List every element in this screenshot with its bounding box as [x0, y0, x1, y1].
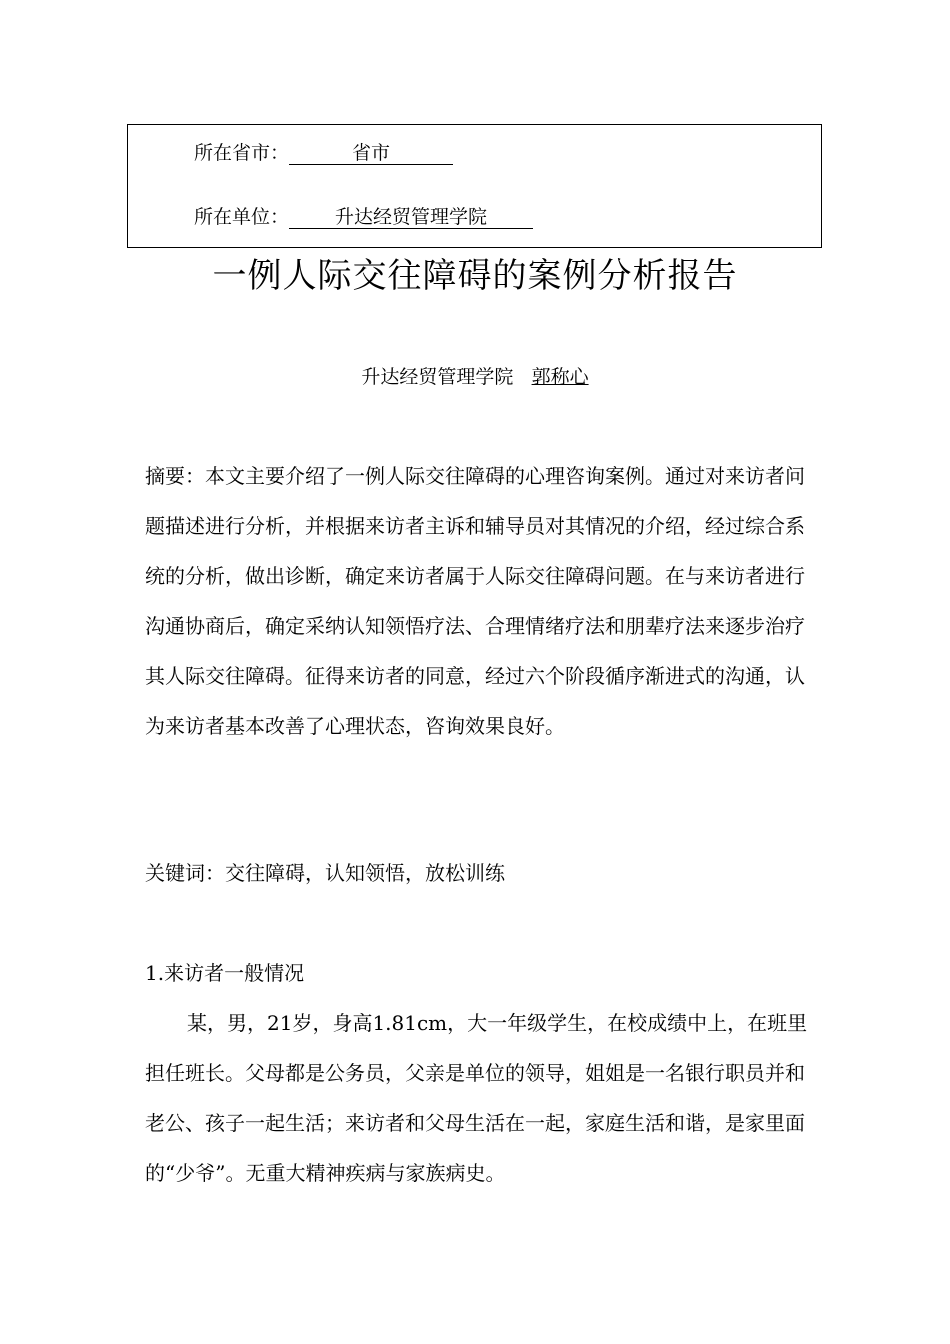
keywords-line: 关键词：交往障碍，认知领悟，放松训练 — [145, 861, 505, 885]
section-heading: 1.来访者一般情况 — [145, 961, 305, 985]
info-box — [127, 124, 822, 248]
province-label: 所在省市： — [194, 142, 290, 164]
section-body-paragraph: 某，男，21岁，身高1.81cm，大一年级学生，在校成绩中上，在班里担任班长。父母都是公务员，父亲是单位的领导，姐姐是一名银行职员并和老公、孩子一起生活；来访者和父母生活在一起，家庭生活和谐，是家里面的“少爷”。无重大精神疾病与家族病史。 — [145, 1011, 808, 1185]
province-value: 省市 — [289, 142, 453, 165]
document-title: 一例人际交往障碍的案例分析报告 — [212, 256, 738, 296]
province-line — [194, 141, 453, 165]
unit-value: 升达经贸管理学院 — [289, 206, 533, 229]
byline-author: 郭称心 — [531, 366, 589, 388]
abstract-paragraph: 摘要：本文主要介绍了一例人际交往障碍的心理咨询案例。通过对来访者问题描述进行分析，并根据来访者主诉和辅导员对其情况的介绍，经过综合系统的分析，做出诊断，确定来访者属于人际交往障碍问题。在与来访者进行沟通协商后，确定采纳认知领悟疗法、合理情绪疗法和朋辈疗法来逐步治疗其人际交往障碍。征得来访者的同意，经过六个阶段循序渐进式的沟通，认为来访者基本改善了心理状态，咨询效果良好。 — [145, 464, 805, 738]
unit-line — [194, 205, 533, 229]
unit-label: 所在单位： — [194, 206, 290, 228]
byline — [0, 364, 950, 390]
byline-institution: 升达经贸管理学院 — [361, 366, 514, 388]
